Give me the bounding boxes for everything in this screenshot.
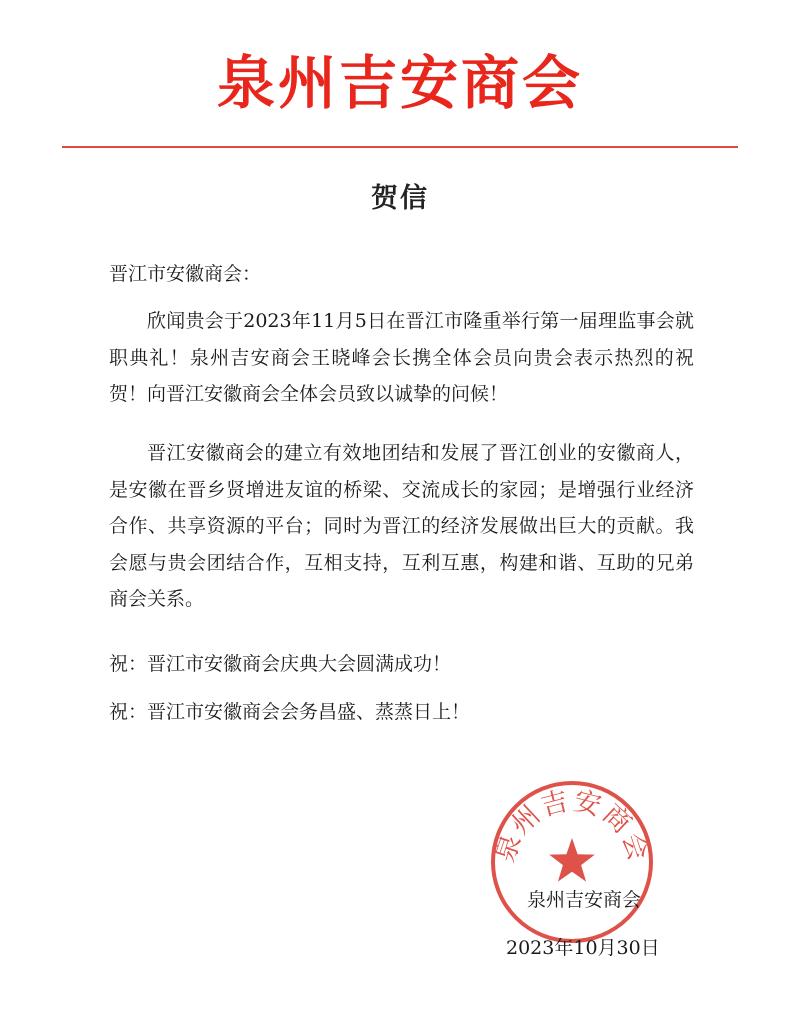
signature-date: 2023年10月30日 [506, 937, 660, 959]
closing-wish-1: 祝：晋江市安徽商会庆典大会圆满成功！ [109, 653, 452, 675]
salutation: 晋江市安徽商会： [109, 263, 262, 285]
body-paragraph-1: 欣闻贵会于2023年11月5日在晋江市隆重举行第一届理监事会就职典礼！泉州吉安商会王晓峰会长携全体会员向贵会表示热烈的祝贺！向晋江安徽商会全体会员致以诚挚的问候！ [109, 310, 694, 405]
body-paragraph-2: 晋江安徽商会的建立有效地团结和发展了晋江创业的安徽商人，是安徽在晋乡贤增进友谊的桥梁、交流成长的家园；是增强行业经济合作、共享资源的平台；同时为晋江的经济发展做出巨大的贡献。我会愿与贵会团结合作，互相支持，互利互惠，构建和谐、互助的兄弟商会关系。 [109, 442, 694, 610]
letterhead-divider [62, 146, 738, 148]
signature-org-name: 泉州吉安商会 [527, 889, 642, 911]
document-title: 贺信 [371, 183, 429, 214]
official-seal [488, 778, 656, 946]
letterhead-title: 泉州吉安商会 [216, 49, 583, 117]
star-icon [549, 838, 595, 882]
seal-text: 泉州吉安商会 [489, 785, 655, 867]
closing-wish-2: 祝：晋江市安徽商会会务昌盛、蒸蒸日上！ [109, 701, 471, 723]
